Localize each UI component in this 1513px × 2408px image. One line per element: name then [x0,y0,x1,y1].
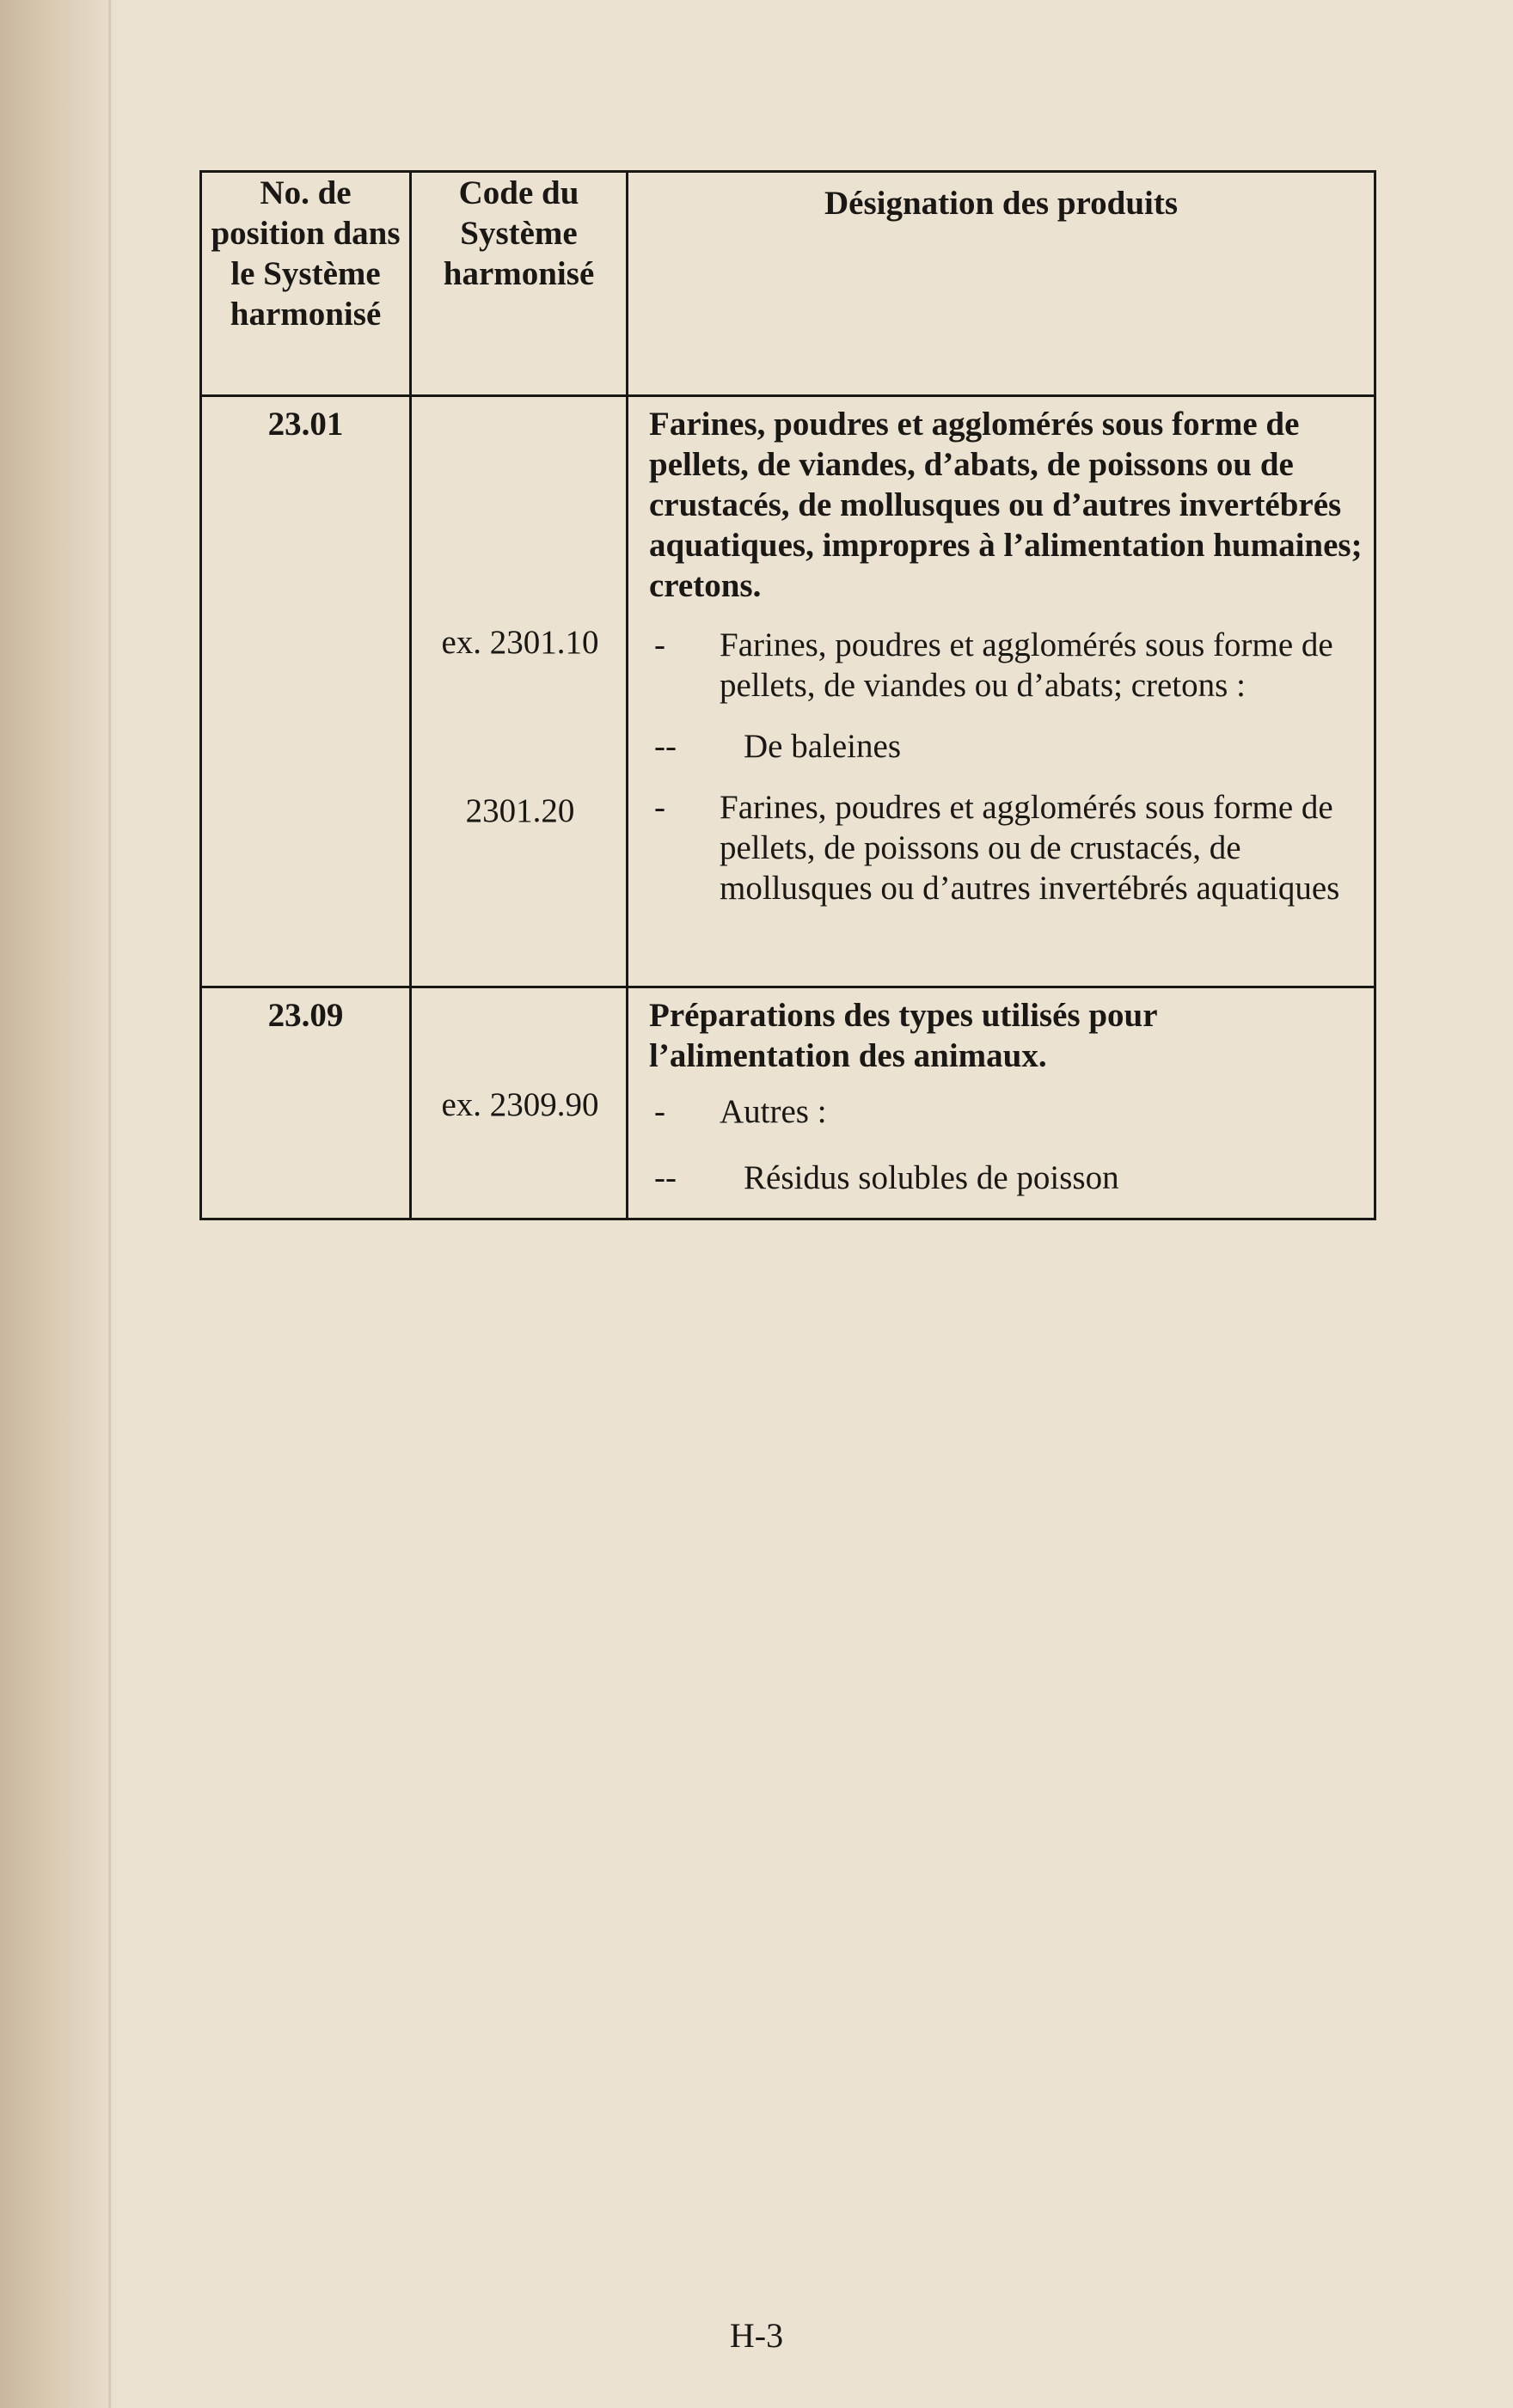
table-header-row [201,172,1375,396]
position-number: 23.09 [201,987,411,1219]
header-designation: Désignation des produits [628,172,1375,396]
hs-table [199,170,1376,1220]
item-text: Autres : [720,1093,827,1130]
list-item [649,1158,1363,1198]
item-text: Résidus solubles de poisson [744,1159,1119,1196]
table-row [201,987,1375,1219]
dash-marker: - [654,1093,665,1130]
list-item [649,726,1363,767]
code-cell [411,396,628,987]
dash-marker: -- [654,728,677,765]
table-row [201,396,1375,987]
hs-code: ex. 2301.10 [441,624,599,661]
header-position: No. de position dans le Système harmonisé [201,172,411,396]
heading-description: Préparations des types utilisés pour l’alimentation des animaux. [649,997,1157,1074]
designation-cell [628,396,1375,987]
list-item [649,625,1363,706]
dash-marker: -- [654,1159,677,1196]
list-item [649,787,1363,908]
designation-cell [628,987,1375,1219]
code-cell [411,987,628,1219]
list-item [649,1091,1363,1132]
hs-code: ex. 2309.90 [441,1086,599,1123]
dash-marker: - [654,789,665,826]
hs-code: 2301.20 [465,792,575,829]
item-text: De baleines [744,728,902,765]
heading-description: Farines, poudres et agglomérés sous forme de pellets, de viandes, d’abats, de poissons ou de crustacés, de mollusques ou d’autres invertébrés aquatiques, impropres à l’alimentation humaines; cretons. [649,406,1363,604]
item-text: Farines, poudres et agglomérés sous forme de pellets, de poissons ou de crustacés, de mollusques ou d’autres invertébrés aquatiques [720,789,1340,907]
page-number: H-3 [729,2316,784,2355]
dash-marker: - [654,626,665,663]
header-code: Code du Système harmonisé [411,172,628,396]
position-number: 23.01 [201,396,411,987]
item-text: Farines, poudres et agglomérés sous forme de pellets, de viandes ou d’abats; cretons : [720,626,1333,704]
